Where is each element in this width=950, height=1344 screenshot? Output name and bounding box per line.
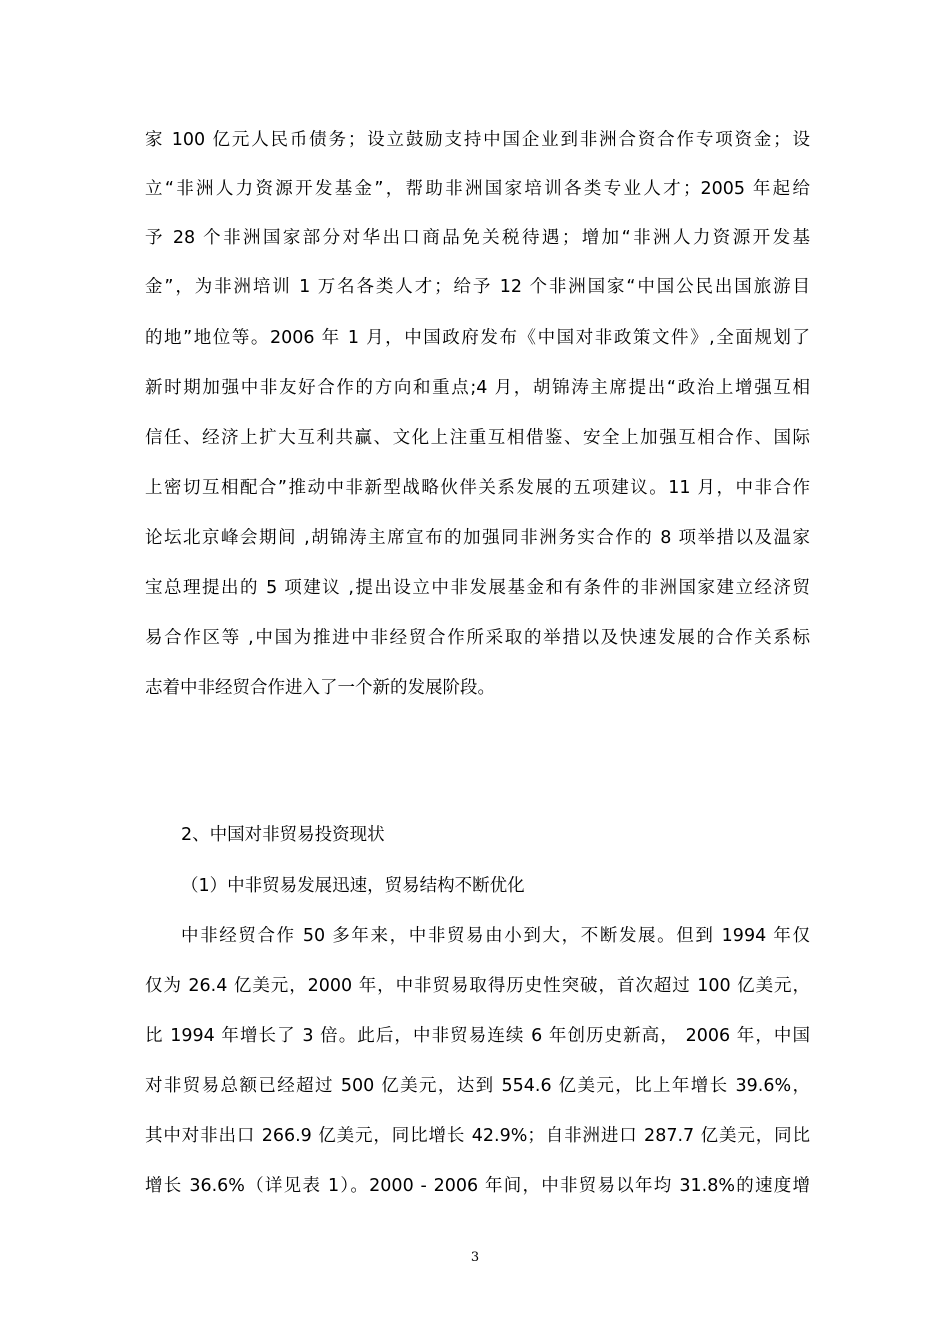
paragraph-line: 予 28 个非洲国家部分对华出口商品免关税待遇；增加“非洲人力资源开发基 bbox=[145, 228, 810, 248]
paragraph-line: 对非贸易总额已经超过 500 亿美元，达到 554.6 亿美元，比上年增长 39.6%， bbox=[145, 1076, 810, 1096]
paragraph-line: 易合作区等 ,中国为推进中非经贸合作所采取的举措以及快速发展的合作关系标 bbox=[145, 628, 810, 648]
paragraph-line: 仅为 26.4 亿美元，2000 年，中非贸易取得历史性突破，首次超过 100 亿美元， bbox=[145, 976, 810, 996]
subsection-heading: （1）中非贸易发展迅速，贸易结构不断优化 bbox=[181, 876, 525, 896]
paragraph-line: 上密切互相配合”推动中非新型战略伙伴关系发展的五项建议。11 月，中非合作 bbox=[145, 478, 810, 498]
paragraph-line: 宝总理提出的 5 项建议 ,提出设立中非发展基金和有条件的非洲国家建立经济贸 bbox=[145, 578, 810, 598]
paragraph-line: 新时期加强中非友好合作的方向和重点;4 月，胡锦涛主席提出“政治上增强互相 bbox=[145, 378, 810, 398]
paragraph-line: 其中对非出口 266.9 亿美元，同比增长 42.9%；自非洲进口 287.7 亿美元，同比 bbox=[145, 1126, 810, 1146]
paragraph-line: 增长 36.6%（详见表 1）。2000 - 2006 年间，中非贸易以年均 31.8%的速度增 bbox=[145, 1176, 810, 1196]
section-heading: 2、中国对非贸易投资现状 bbox=[181, 825, 385, 845]
paragraph-line: 金”，为非洲培训 1 万名各类人才；给予 12 个非洲国家“中国公民出国旅游目 bbox=[145, 277, 810, 297]
paragraph-line: 中非经贸合作 50 多年来，中非贸易由小到大，不断发展。但到 1994 年仅 bbox=[181, 926, 810, 946]
paragraph-line: 志着中非经贸合作进入了一个新的发展阶段。 bbox=[145, 678, 495, 698]
paragraph-line: 立“非洲人力资源开发基金”，帮助非洲国家培训各类专业人才；2005 年起给 bbox=[145, 179, 810, 199]
paragraph-line: 的地”地位等。2006 年 1 月，中国政府发布《中国对非政策文件》,全面规划了 bbox=[145, 328, 810, 348]
paragraph-line: 信任、经济上扩大互利共赢、文化上注重互相借鉴、安全上加强互相合作、国际 bbox=[145, 428, 810, 448]
paragraph-line: 论坛北京峰会期间 ,胡锦涛主席宣布的加强同非洲务实合作的 8 项举措以及温家 bbox=[145, 528, 810, 548]
paragraph-line: 比 1994 年增长了 3 倍。此后，中非贸易连续 6 年创历史新高， 2006 年，中国 bbox=[145, 1026, 810, 1046]
page-number: 3 bbox=[470, 1250, 480, 1265]
paragraph-line: 家 100 亿元人民币债务；设立鼓励支持中国企业到非洲合资合作专项资金；设 bbox=[145, 130, 810, 150]
